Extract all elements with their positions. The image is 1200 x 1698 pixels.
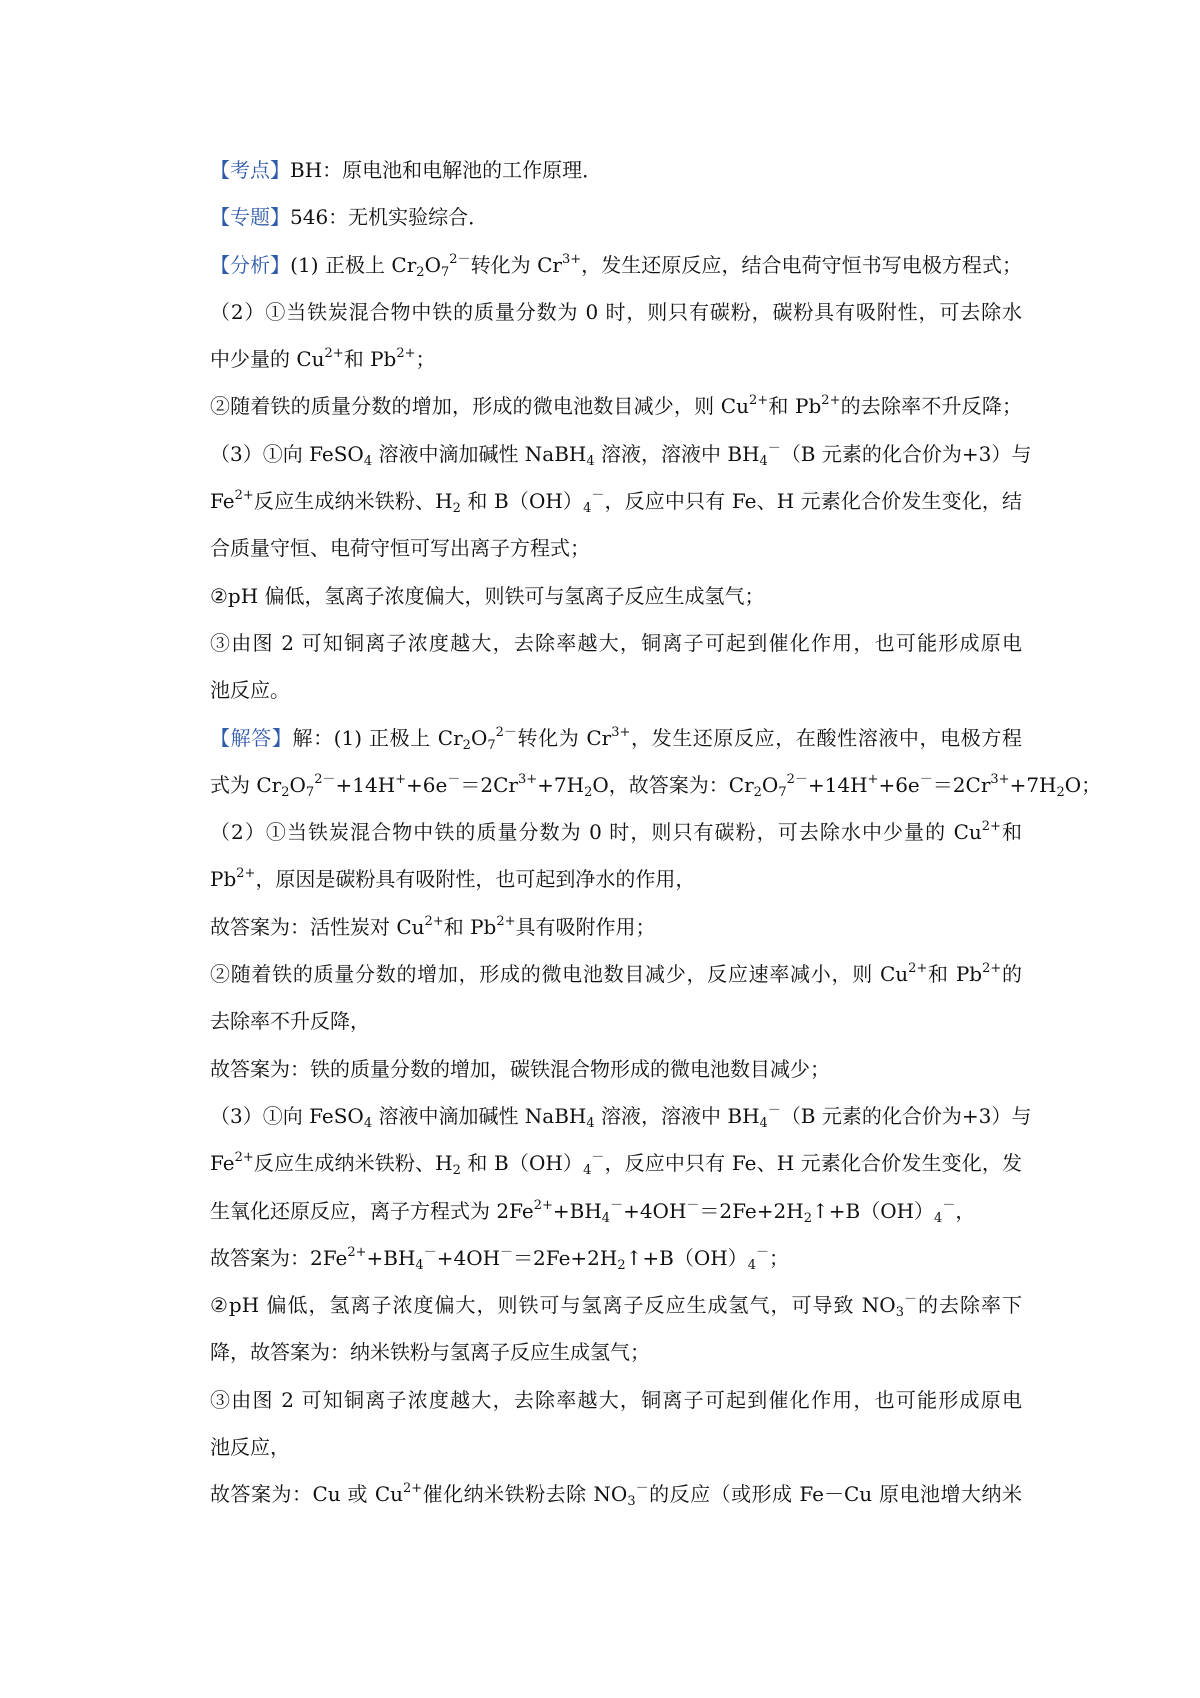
line-text: 故答案为：$2Fe^{2+}+BH_4^-+4OH^-=2Fe+2H_2↑+B(OH)_4^-$；	[210, 1244, 789, 1273]
text-line	[210, 998, 1022, 1045]
text-line	[210, 1093, 1032, 1140]
section-tag: 【分析】	[210, 252, 291, 277]
text-line	[210, 1329, 1022, 1376]
line-text: ②pH 偏低，氢离子浓度偏大，则铁可与氢离子反应生成氢气，可导致 $NO_3^-$的去除率下	[210, 1292, 1023, 1321]
text-line	[210, 667, 1022, 714]
text-line	[210, 856, 1022, 903]
text-line	[210, 1235, 1022, 1282]
text-line	[210, 951, 1022, 998]
line-text: 故答案为：Cu 或 $Cu^{2+}$催化纳米铁粉去除 $NO_3^-$的反应（或形成 Fe－Cu 原电池增大纳米	[210, 1481, 1022, 1510]
text-line	[210, 904, 1022, 951]
text-line	[210, 1424, 1022, 1471]
text-line	[210, 147, 1022, 194]
line-text: 去除率不升反降，	[210, 1009, 370, 1034]
section-tag: 【专题】	[210, 205, 290, 230]
line-text: 生氧化还原反应，离子方程式为 $2Fe^{2+}+BH_4^-+4OH^-=2Fe+2H_2↑+B(OH)_4^-$，	[210, 1197, 976, 1226]
line-text: 故答案为：活性炭对 $Cu^{2+}$和 $Pb^{2+}$具有吸附作用；	[210, 913, 656, 939]
line-text: BH：原电池和电解池的工作原理．	[290, 158, 603, 182]
line-text: 池反应。	[210, 678, 290, 703]
line-text: 中少量的 $Cu^{2+}$和 $Pb^{2+}$；	[210, 346, 436, 372]
section-tag: 【解答】	[210, 725, 293, 750]
section-tag: 【考点】	[210, 158, 290, 182]
line-text: 546：无机实验综合．	[290, 205, 489, 230]
line-text: ②随着铁的质量分数的增加，形成的微电池数目减少，反应速率减小，则 $Cu^{2+}$和 $Pb^{2+}$的	[210, 961, 1022, 987]
line-text: 解：(1) 正极上 $Cr_2O_7^{2-}$转化为 $Cr^{3+}$，发生还原反应，在酸性溶液中，电极方程	[292, 724, 1022, 753]
text-line	[210, 573, 1022, 620]
line-text: 降，故答案为：纳米铁粉与氢离子反应生成氢气；	[210, 1340, 650, 1365]
text-line	[210, 289, 1022, 336]
answer-text-body	[210, 147, 1102, 1519]
line-text: $Fe^{2+}$反应生成纳米铁粉、$H_2$ 和 $B(OH)_4^-$，反应中只有 Fe、H 元素化合价发生变化，结	[210, 488, 1022, 517]
text-line	[210, 242, 1022, 289]
line-text: 故答案为：铁的质量分数的增加，碳铁混合物形成的微电池数目减少；	[210, 1056, 830, 1081]
line-text: ②pH 偏低，氢离子浓度偏大，则铁可与氢离子反应生成氢气；	[210, 583, 765, 608]
text-line	[210, 383, 1022, 430]
line-text: ②随着铁的质量分数的增加，形成的微电池数目减少，则 $Cu^{2+}$和 $Pb^{2+}$的去除率不升反降；	[210, 393, 1023, 419]
text-line	[210, 1046, 1022, 1093]
line-text: (1) 正极上 $Cr_2O_7^{2-}$转化为 $Cr^{3+}$，发生还原反应，结合电荷守恒书写电极方程式；	[290, 251, 1022, 280]
text-line	[210, 762, 1102, 809]
text-line	[210, 525, 1022, 572]
text-line	[210, 1282, 1022, 1329]
line-text: ③由图 2 可知铜离子浓度越大，去除率越大，铜离子可起到催化作用，也可能形成原电	[210, 630, 1022, 655]
text-line	[210, 620, 1022, 667]
text-line	[210, 1140, 1022, 1187]
line-text: 合质量守恒、电荷守恒可写出离子方程式；	[210, 536, 590, 561]
text-line	[210, 336, 1022, 383]
line-text: （2）①当铁炭混合物中铁的质量分数为 0 时，则只有碳粉，碳粉具有吸附性，可去除水	[210, 299, 1022, 324]
text-line	[210, 809, 1022, 856]
text-line	[210, 478, 1022, 525]
line-text: 式为 $Cr_2O_7^{2-}+14H^++6e^-=2Cr^{3+}+7H_2O$，故答案为：$Cr_2O_7^{2-}+14H^++6e^-=2Cr^{3+}+7H_2O$；	[210, 771, 1102, 800]
line-text: $Pb^{2+}$，原因是碳粉具有吸附性，也可起到净水的作用，	[210, 866, 696, 892]
text-line	[210, 1188, 1022, 1235]
text-line	[210, 431, 1032, 478]
text-line	[210, 194, 1022, 241]
text-line	[210, 715, 1022, 762]
line-text: （2）①当铁炭混合物中铁的质量分数为 0 时，则只有碳粉，可去除水中少量的 $Cu^{2+}$和	[210, 819, 1022, 845]
line-text: （3）①向 FeSO$_4$ 溶液中滴加碱性 NaBH$_4$ 溶液，溶液中 $BH_4^-(B$ 元素的化合价为+3）与	[210, 440, 1032, 469]
text-line	[210, 1377, 1022, 1424]
text-line	[210, 1471, 1022, 1518]
line-text: 池反应，	[210, 1435, 290, 1460]
line-text: （3）①向 FeSO$_4$ 溶液中滴加碱性 NaBH$_4$ 溶液，溶液中 $BH_4^-(B$ 元素的化合价为+3）与	[210, 1102, 1032, 1131]
line-text: $Fe^{2+}$反应生成纳米铁粉、$H_2$ 和 $B(OH)_4^-$，反应中只有 Fe、H 元素化合价发生变化，发	[210, 1150, 1022, 1179]
line-text: ③由图 2 可知铜离子浓度越大，去除率越大，铜离子可起到催化作用，也可能形成原电	[210, 1387, 1022, 1412]
